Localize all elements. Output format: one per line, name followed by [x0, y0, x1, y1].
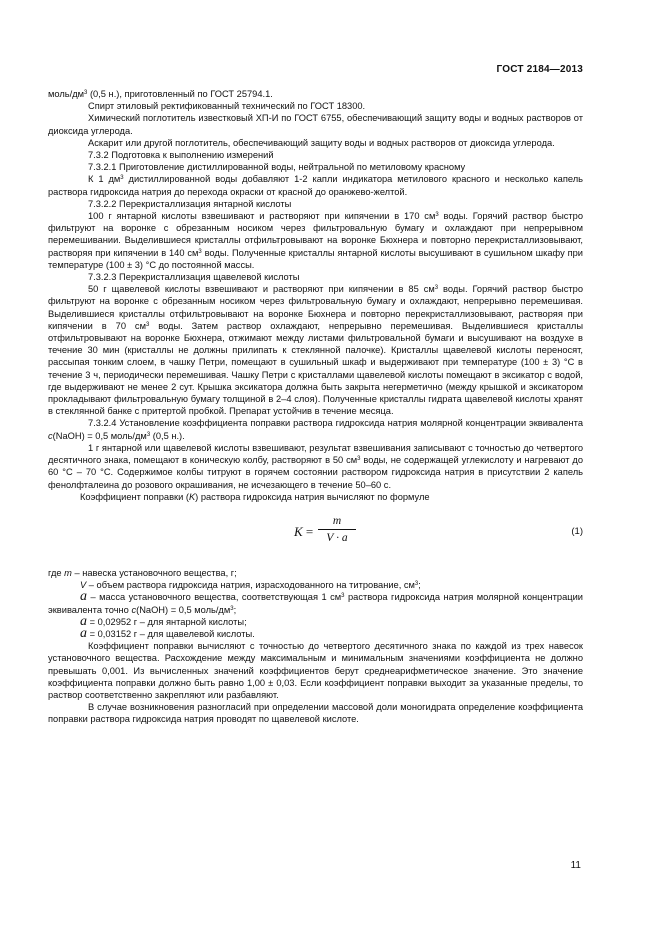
paragraph: 100 г янтарной кислоты взвешивают и растворяют при кипячении в 170 $см^3$ воды. Горячий раствор быстро фильтруют на воронке с обрезанным носиком через фильтровальную бумагу и охлаждают при непрерывном перемешивании. Выделившиеся кристаллы отфильтровывают на воронке Бюхнера и повторно перекристаллизовывают, растворяя при кипячении в 140 $см^3$ воды. Полученные кристаллы янтарной кислоты высушивают в сушильном шкафу при температуре (100 ± 3) °С до постоянной массы.	[48, 211, 583, 270]
formula-1	[48, 511, 583, 561]
document-body	[48, 88, 583, 726]
where-line: a = 0,03152 г – для щавелевой кислоты.	[80, 625, 255, 641]
paragraph: Коэффициент поправки вычисляют с точностью до четвертого десятичного знака по каждой из трех навесок установочного вещества. Расхождение между максимальным и минимальным значениями коэффициента не должно превышать 0,001. Из вычисленных значений коэффициентов берут среднеарифметическое значение. Это значение коэффициента поправки должно быть равно 1,00 ± 0,03. Если коэффициент поправки выходит за указанные пределы, то раствор соответственно закрепляют или разбавляют.	[48, 641, 583, 700]
formula-denominator: V · a	[326, 532, 348, 545]
section-heading: 7.3.2.1 Приготовление дистиллированной воды, нейтральной по метиловому красному	[88, 162, 466, 173]
section-heading: 7.3.2.4 Установление коэффициента поправки раствора гидроксида натрия молярной концентрации эквивалента c(NaOH) = 0,5 моль/$дм^3$ (0,5 н.).	[48, 418, 583, 441]
paragraph: 1 г янтарной или щавелевой кислоты взвешивают, результат взвешивания записывают с точностью до четвертого десятичного знака, помещают в коническую колбу, растворяют в 50 $см^3$ воды, не содержащей углекислоту и нагревают до 60 °С – 70 °С. Содержимое колбы титруют в горячем состоянии раствором гидроксида натрия в присутствии 2 капель фенолфталеина до розового окрашивания, не исчезающего в течение 50–60 с.	[48, 442, 583, 490]
where-line: V – объем раствора гидроксида натрия, израсходованного на титрование, $см^3$;	[80, 580, 421, 591]
formula-lhs: K =	[294, 523, 314, 539]
paragraph: 50 г щавелевой кислоты взвешивают и растворяют при кипячении в 85 $см^3$ воды. Горячий раствор быстро фильтруют на воронке с обрезанным носиком через фильтровальную бумагу и охлаждают, непрерывно перемешивая. Выделившиеся кристаллы отфильтровывают на воронке Бюхнера и повторно перекристаллизовывают, растворяя при кипячении в 70 $см^3$ воды. Затем раствор охлаждают, непрерывно перемешивая. Выделившиеся кристаллы отфильтровывают на воронке Бюхнера, отжимают между листами фильтровальной бумаги и высушивают на воздухе в течение 30 мин (кристаллы не должны прилипать к стеклянной палочке). Кристаллы щавелевой кислоты переносят, рассыпая тонким слоем, в чашку Петри, помещают в сушильный шкаф и выдерживают при температуре (100 ± 3) °С в течение 3 ч, периодически перемешивая. Чашку Петри с кристаллами щавелевой кислоты помещают в эксикатор с водой, где выдерживают не менее 2 сут. Крышка эксикатора должна быть закрыта негерметично (между крышкой и эксикатором прокладывают фильтровальную бумагу толщиной в 2–4 слоя). Полученные кристаллы гидрата щавелевой кислоты хранят в стеклянной банке с притертой пробкой. Препарат устойчив в течение месяца.	[48, 284, 584, 417]
section-heading: 7.3.2 Подготовка к выполнению измерений	[88, 150, 274, 161]
paragraph: Химический поглотитель известковый ХП-И по ГОСТ 6755, обеспечивающий защиту воды и водных растворов от диоксида углерода.	[48, 113, 583, 136]
where-line: a – масса установочного вещества, соответствующая 1 $см^3$ раствора гидроксида натрия молярной концентрации эквивалента точно c(NaOH) = 0,5 моль/$дм^3$;	[48, 589, 583, 615]
paragraph: В случае возникновения разногласий при определении массовой доли моногидрата определение коэффициента поправки раствора гидроксида натрия проводят по щавелевой кислоте.	[48, 702, 583, 725]
document-header: ГОСТ 2184—2013	[496, 64, 583, 75]
formula-fraction	[318, 515, 356, 544]
formula-numerator: m	[318, 515, 356, 530]
paragraph: моль/$дм^3$ (0,5 н.), приготовленный по ГОСТ 25794.1.	[48, 89, 273, 99]
section-heading: 7.3.2.2 Перекристаллизация янтарной кислоты	[88, 198, 292, 209]
section-heading: 7.3.2.3 Перекристаллизация щавелевой кислоты	[88, 272, 300, 283]
paragraph: К 1 $дм^3$ дистиллированной воды добавляют 1-2 капли индикатора метилового красного и несколько капель раствора гидроксида натрия до перехода окраски от красной до оранжево-желтой.	[48, 174, 583, 197]
paragraph: Аскарит или другой поглотитель, обеспечивающий защиту воды и водных растворов от диоксида углерода.	[88, 137, 555, 148]
formula-number: (1)	[571, 525, 583, 537]
page-number: 11	[570, 860, 581, 871]
paragraph: Спирт этиловый ректификованный технический по ГОСТ 18300.	[88, 101, 366, 112]
where-line: a = 0,02952 г – для янтарной кислоты;	[80, 613, 247, 629]
paragraph: Коэффициент поправки (K) раствора гидроксида натрия вычисляют по формуле	[80, 491, 430, 502]
where-line: где m – навеска установочного вещества, г;	[48, 567, 237, 578]
